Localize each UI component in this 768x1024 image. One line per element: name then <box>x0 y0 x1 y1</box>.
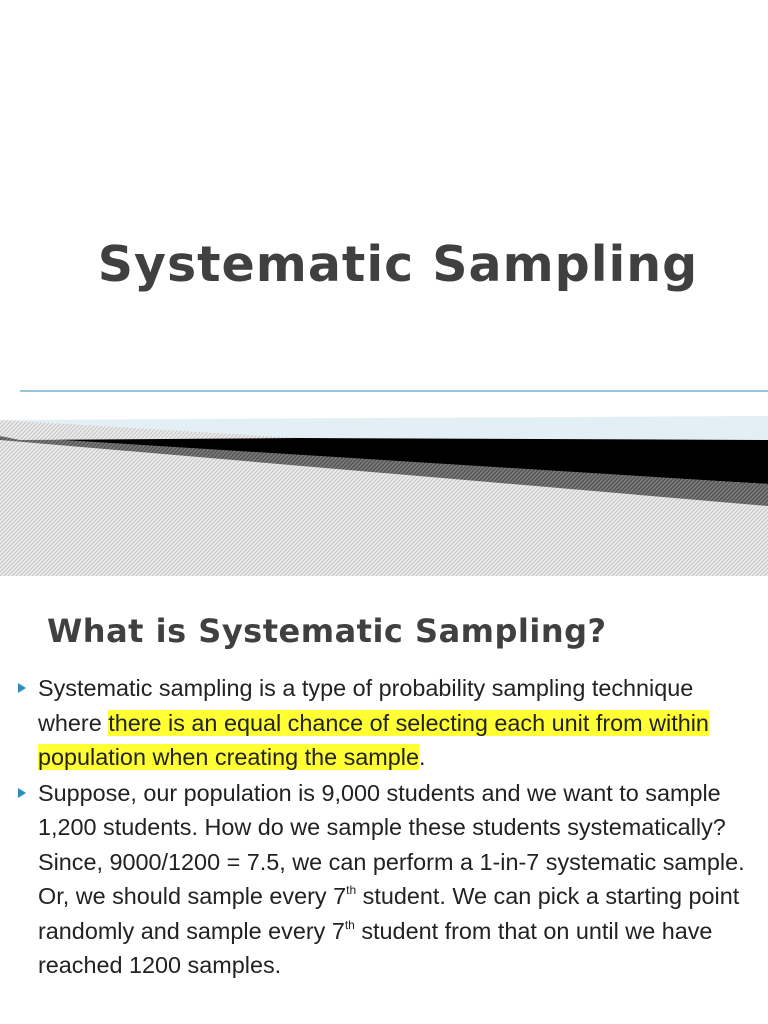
content-slide <box>0 576 768 1024</box>
example-text-part1: Suppose, our population is 9,000 students and we want to sample 1,200 students. How do we sample these students systematically? Since, 9000/1200 = 7.5, we can perform a 1-in-7 systematic sample. Or, we should sample every 7 <box>38 779 745 909</box>
example-text-part2: student. We can pick a starting point randomly and sample every 7 <box>38 883 740 944</box>
content-slide-title: What is Systematic Sampling? <box>47 612 607 650</box>
slide-title: Systematic Sampling <box>97 236 699 293</box>
decorative-band-graphic <box>0 380 768 576</box>
highlighted-text: there is an equal chance of selecting each unit from within population when creating the sample <box>38 709 709 770</box>
bullet-item-definition <box>14 671 754 775</box>
example-text-part3: student from that on until we have reached 1200 samples. <box>38 917 713 978</box>
ordinal-superscript: th <box>344 917 355 932</box>
bullet-text-before: Systematic sampling is a type of probability sampling technique where <box>38 675 694 736</box>
bullet-arrow-icon <box>18 683 26 693</box>
bullet-item-example <box>14 776 754 983</box>
bullet-list <box>14 671 754 984</box>
ordinal-superscript: th <box>346 883 357 897</box>
bullet-arrow-icon <box>18 788 26 798</box>
bullet-text-after: . <box>419 744 426 770</box>
